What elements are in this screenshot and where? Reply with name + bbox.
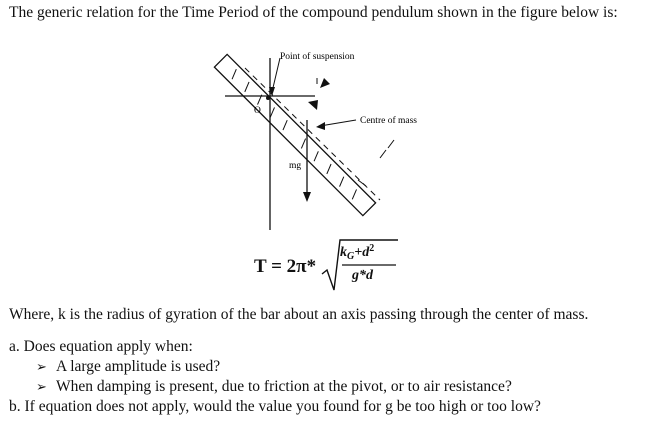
- formula-denominator: g*d: [352, 268, 373, 283]
- formula-numerator: $k_G+d^2$: [340, 243, 375, 262]
- bullet-item: ➢ A large amplitude is used?: [36, 358, 221, 375]
- pendulum-figure: [190, 40, 440, 240]
- weight-arrow-head: [303, 192, 311, 202]
- intro-text: The generic relation for the Time Period of the compound pendulum shown in the figure below is:: [9, 4, 618, 21]
- label-centre-of-mass: Centre of mass: [360, 116, 417, 126]
- pendulum-bar: [214, 54, 375, 215]
- pivot-point: [266, 96, 270, 100]
- formula-lhs: T = 2π*: [254, 256, 317, 277]
- label-point-of-suspension: Point of suspension: [280, 52, 355, 62]
- bar-arrow-head-1: [320, 78, 330, 88]
- suspension-arrow: [272, 58, 280, 92]
- com-arrow-head: [316, 122, 325, 130]
- where-text: Where, k is the radius of gyration of the bar about an axis passing through the center of mass.: [9, 306, 589, 323]
- period-formula: [254, 238, 434, 298]
- bar-arrow-head-2: [308, 100, 318, 110]
- question-b: b. If equation does not apply, would the value you found for g be too high or too low?: [9, 398, 541, 415]
- arrow-bullet-icon: ➢: [36, 359, 47, 374]
- arrow-bullet-icon: ➢: [36, 379, 47, 394]
- dashed-center-line: [245, 68, 380, 200]
- question-a: a. Does equation apply when:: [9, 338, 193, 355]
- bullet-item: ➢ When damping is present, due to friction at the pivot, or to air resistance?: [36, 378, 512, 395]
- label-pivot: O: [254, 106, 261, 116]
- label-mg: mg: [289, 161, 302, 171]
- com-arrow: [320, 120, 356, 126]
